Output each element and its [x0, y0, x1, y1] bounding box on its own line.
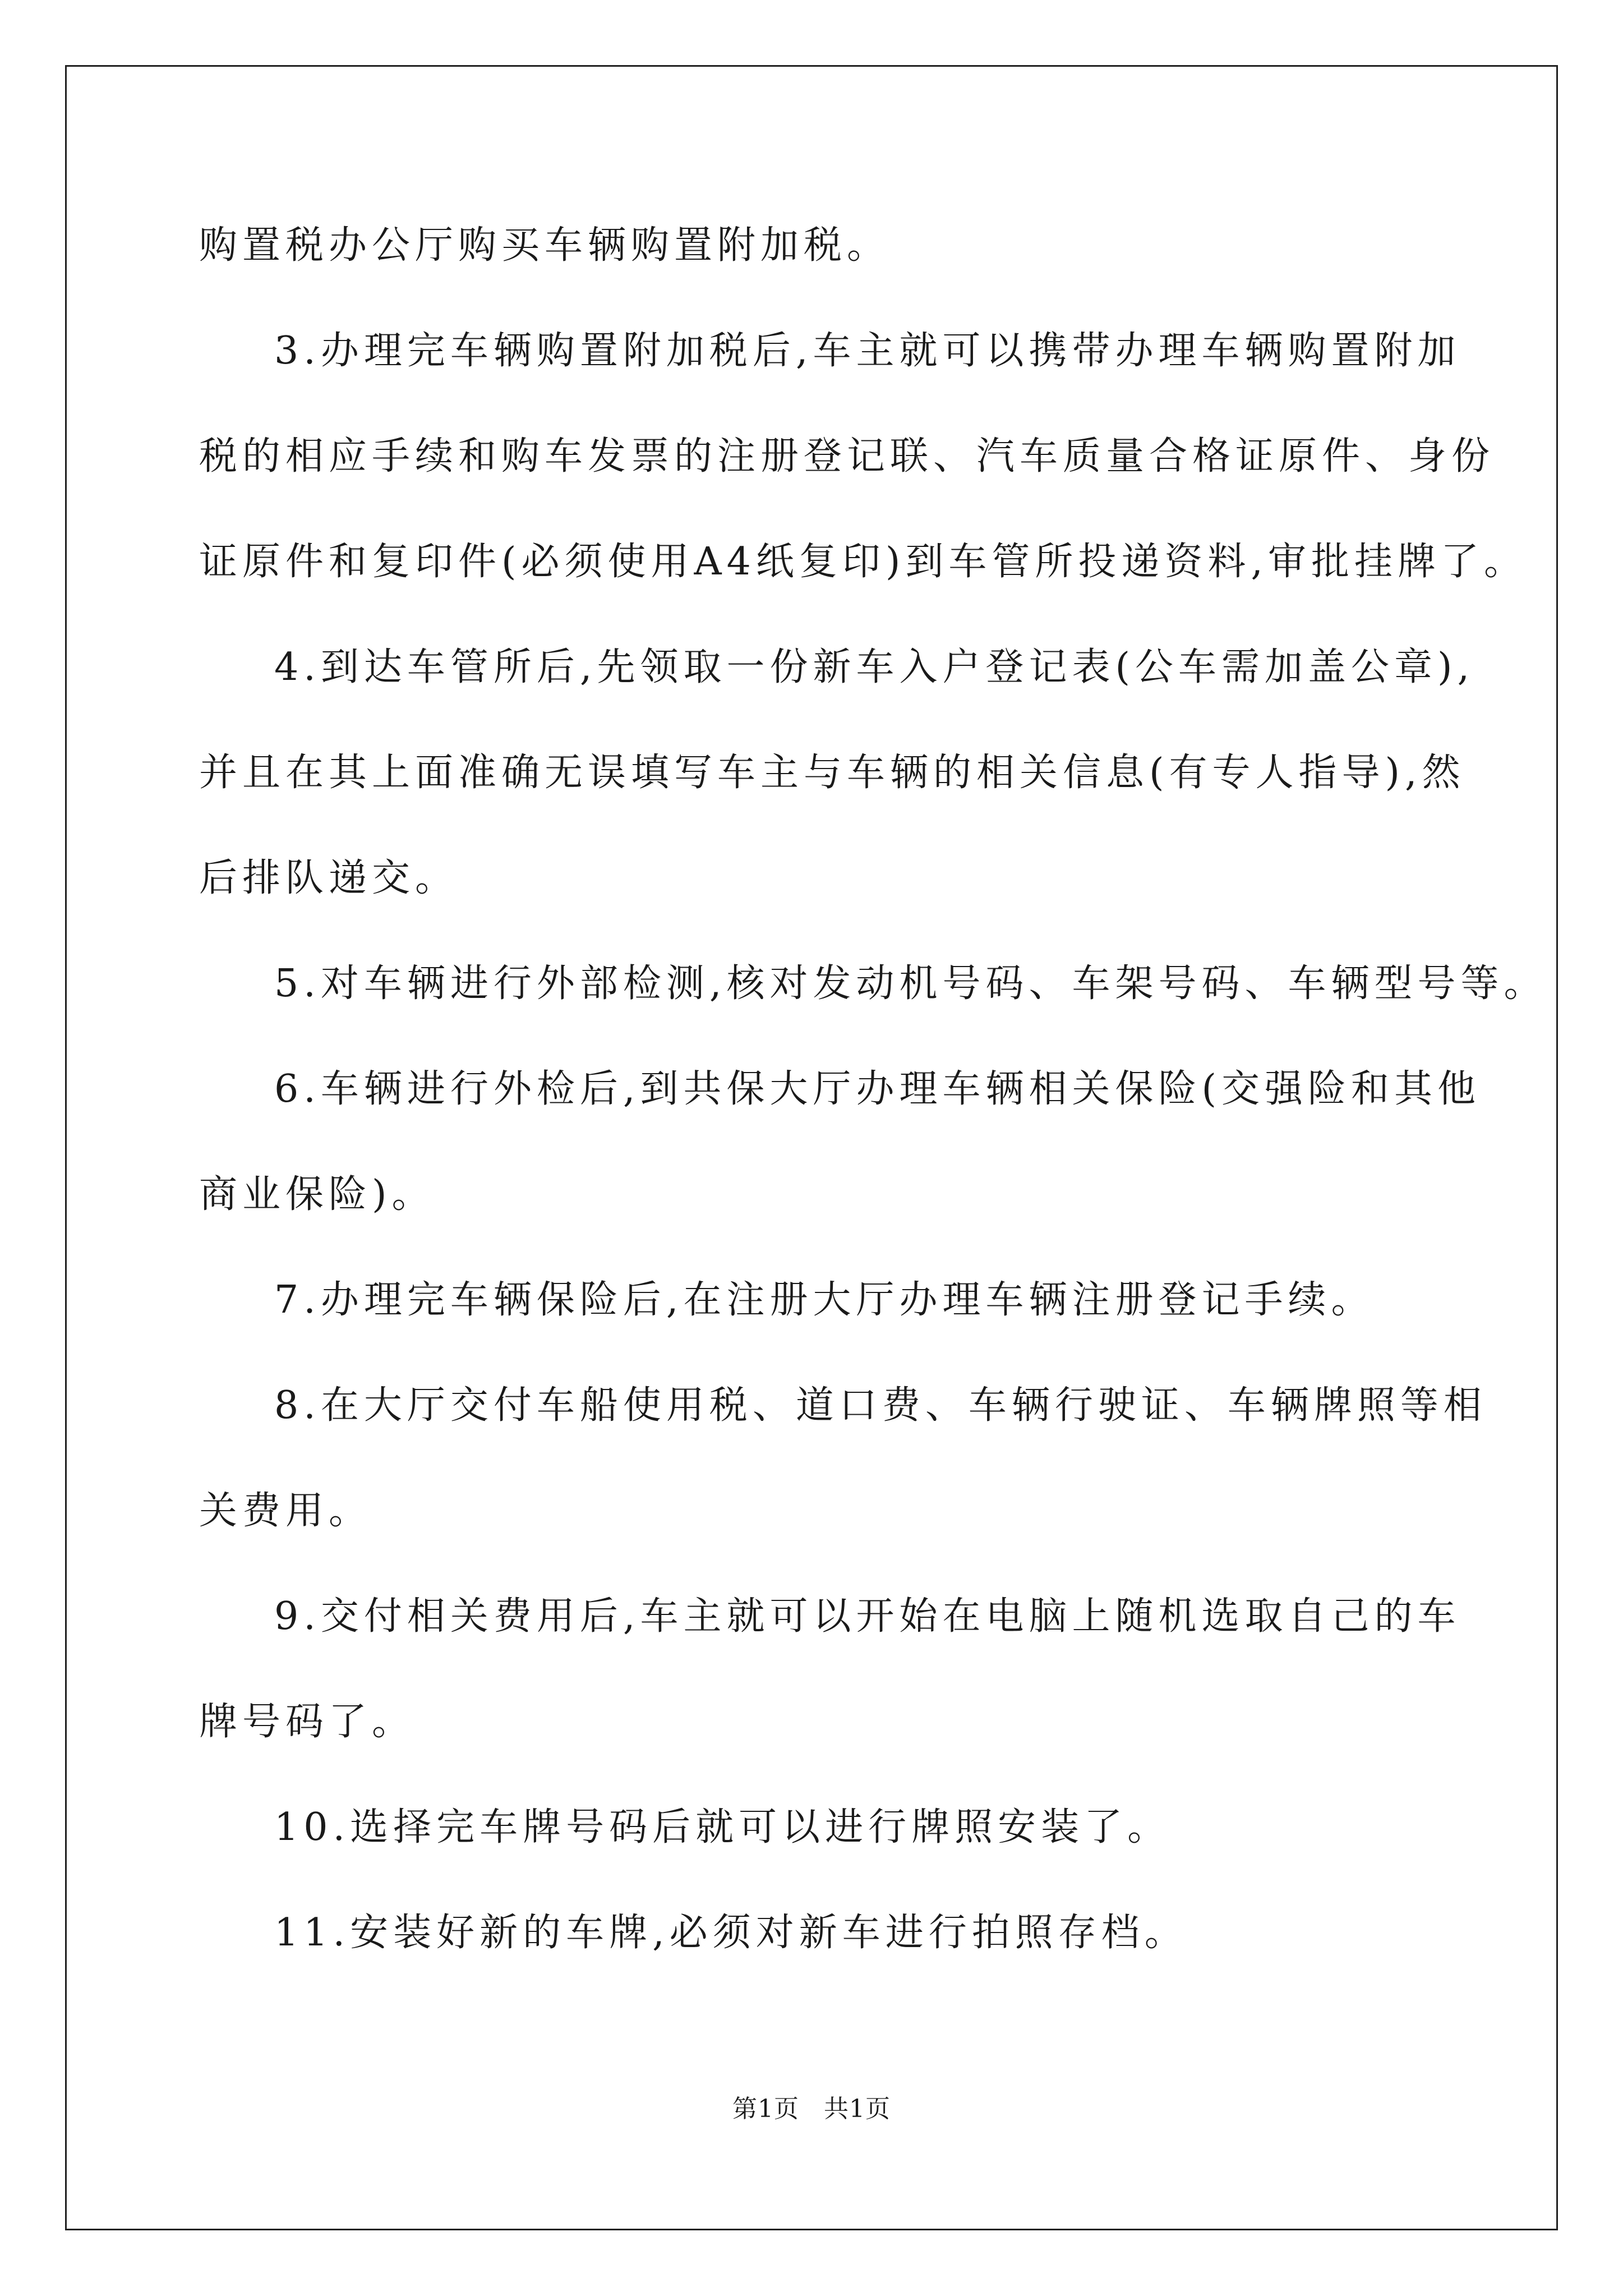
paragraph-line: 7.办理完车辆保险后,在注册大厅办理车辆注册登记手续。	[274, 1278, 1375, 1322]
paragraph-line: 8.在大厅交付车船使用税、道口费、车辆行驶证、车辆牌照等相	[274, 1383, 1487, 1428]
paragraph-line: 商业保险)。	[199, 1172, 435, 1217]
paragraph-line: 10.选择完车牌号码后就可以进行牌照安装了。	[274, 1805, 1171, 1849]
page-number: 第1页	[732, 2095, 799, 2123]
paragraph-line: 并且在其上面准确无误填写车主与车辆的相关信息(有专人指导),然	[199, 751, 1465, 795]
paragraph-line: 5.对车辆进行外部检测,核对发动机号码、车架号码、车辆型号等。	[274, 961, 1547, 1006]
paragraph-line: 牌号码了。	[199, 1700, 416, 1744]
paragraph-line: 证原件和复印件(必须使用A4纸复印)到车管所投递资料,审批挂牌了。	[199, 540, 1528, 584]
page-border	[65, 65, 1558, 2230]
paragraph-line: 购置税办公厅购买车辆购置附加税。	[199, 223, 891, 268]
page-total: 共1页	[824, 2095, 891, 2123]
paragraph-line: 后排队递交。	[199, 856, 459, 900]
paragraph-line: 3.办理完车辆购置附加税后,车主就可以携带办理车辆购置附加	[274, 329, 1461, 373]
paragraph-line: 税的相应手续和购车发票的注册登记联、汽车质量合格证原件、身份	[199, 434, 1495, 478]
paragraph-line: 关费用。	[199, 1489, 372, 1533]
paragraph-line: 4.到达车管所后,先领取一份新车入户登记表(公车需加盖公章),	[274, 645, 1475, 689]
paragraph-line: 9.交付相关费用后,车主就可以开始在电脑上随机选取自己的车	[274, 1594, 1461, 1639]
page-footer	[0, 2097, 1623, 2122]
paragraph-line: 11.安装好新的车牌,必须对新车进行拍照存档。	[274, 1911, 1188, 1955]
paragraph-line: 6.车辆进行外检后,到共保大厅办理车辆相关保险(交强险和其他	[274, 1067, 1481, 1111]
